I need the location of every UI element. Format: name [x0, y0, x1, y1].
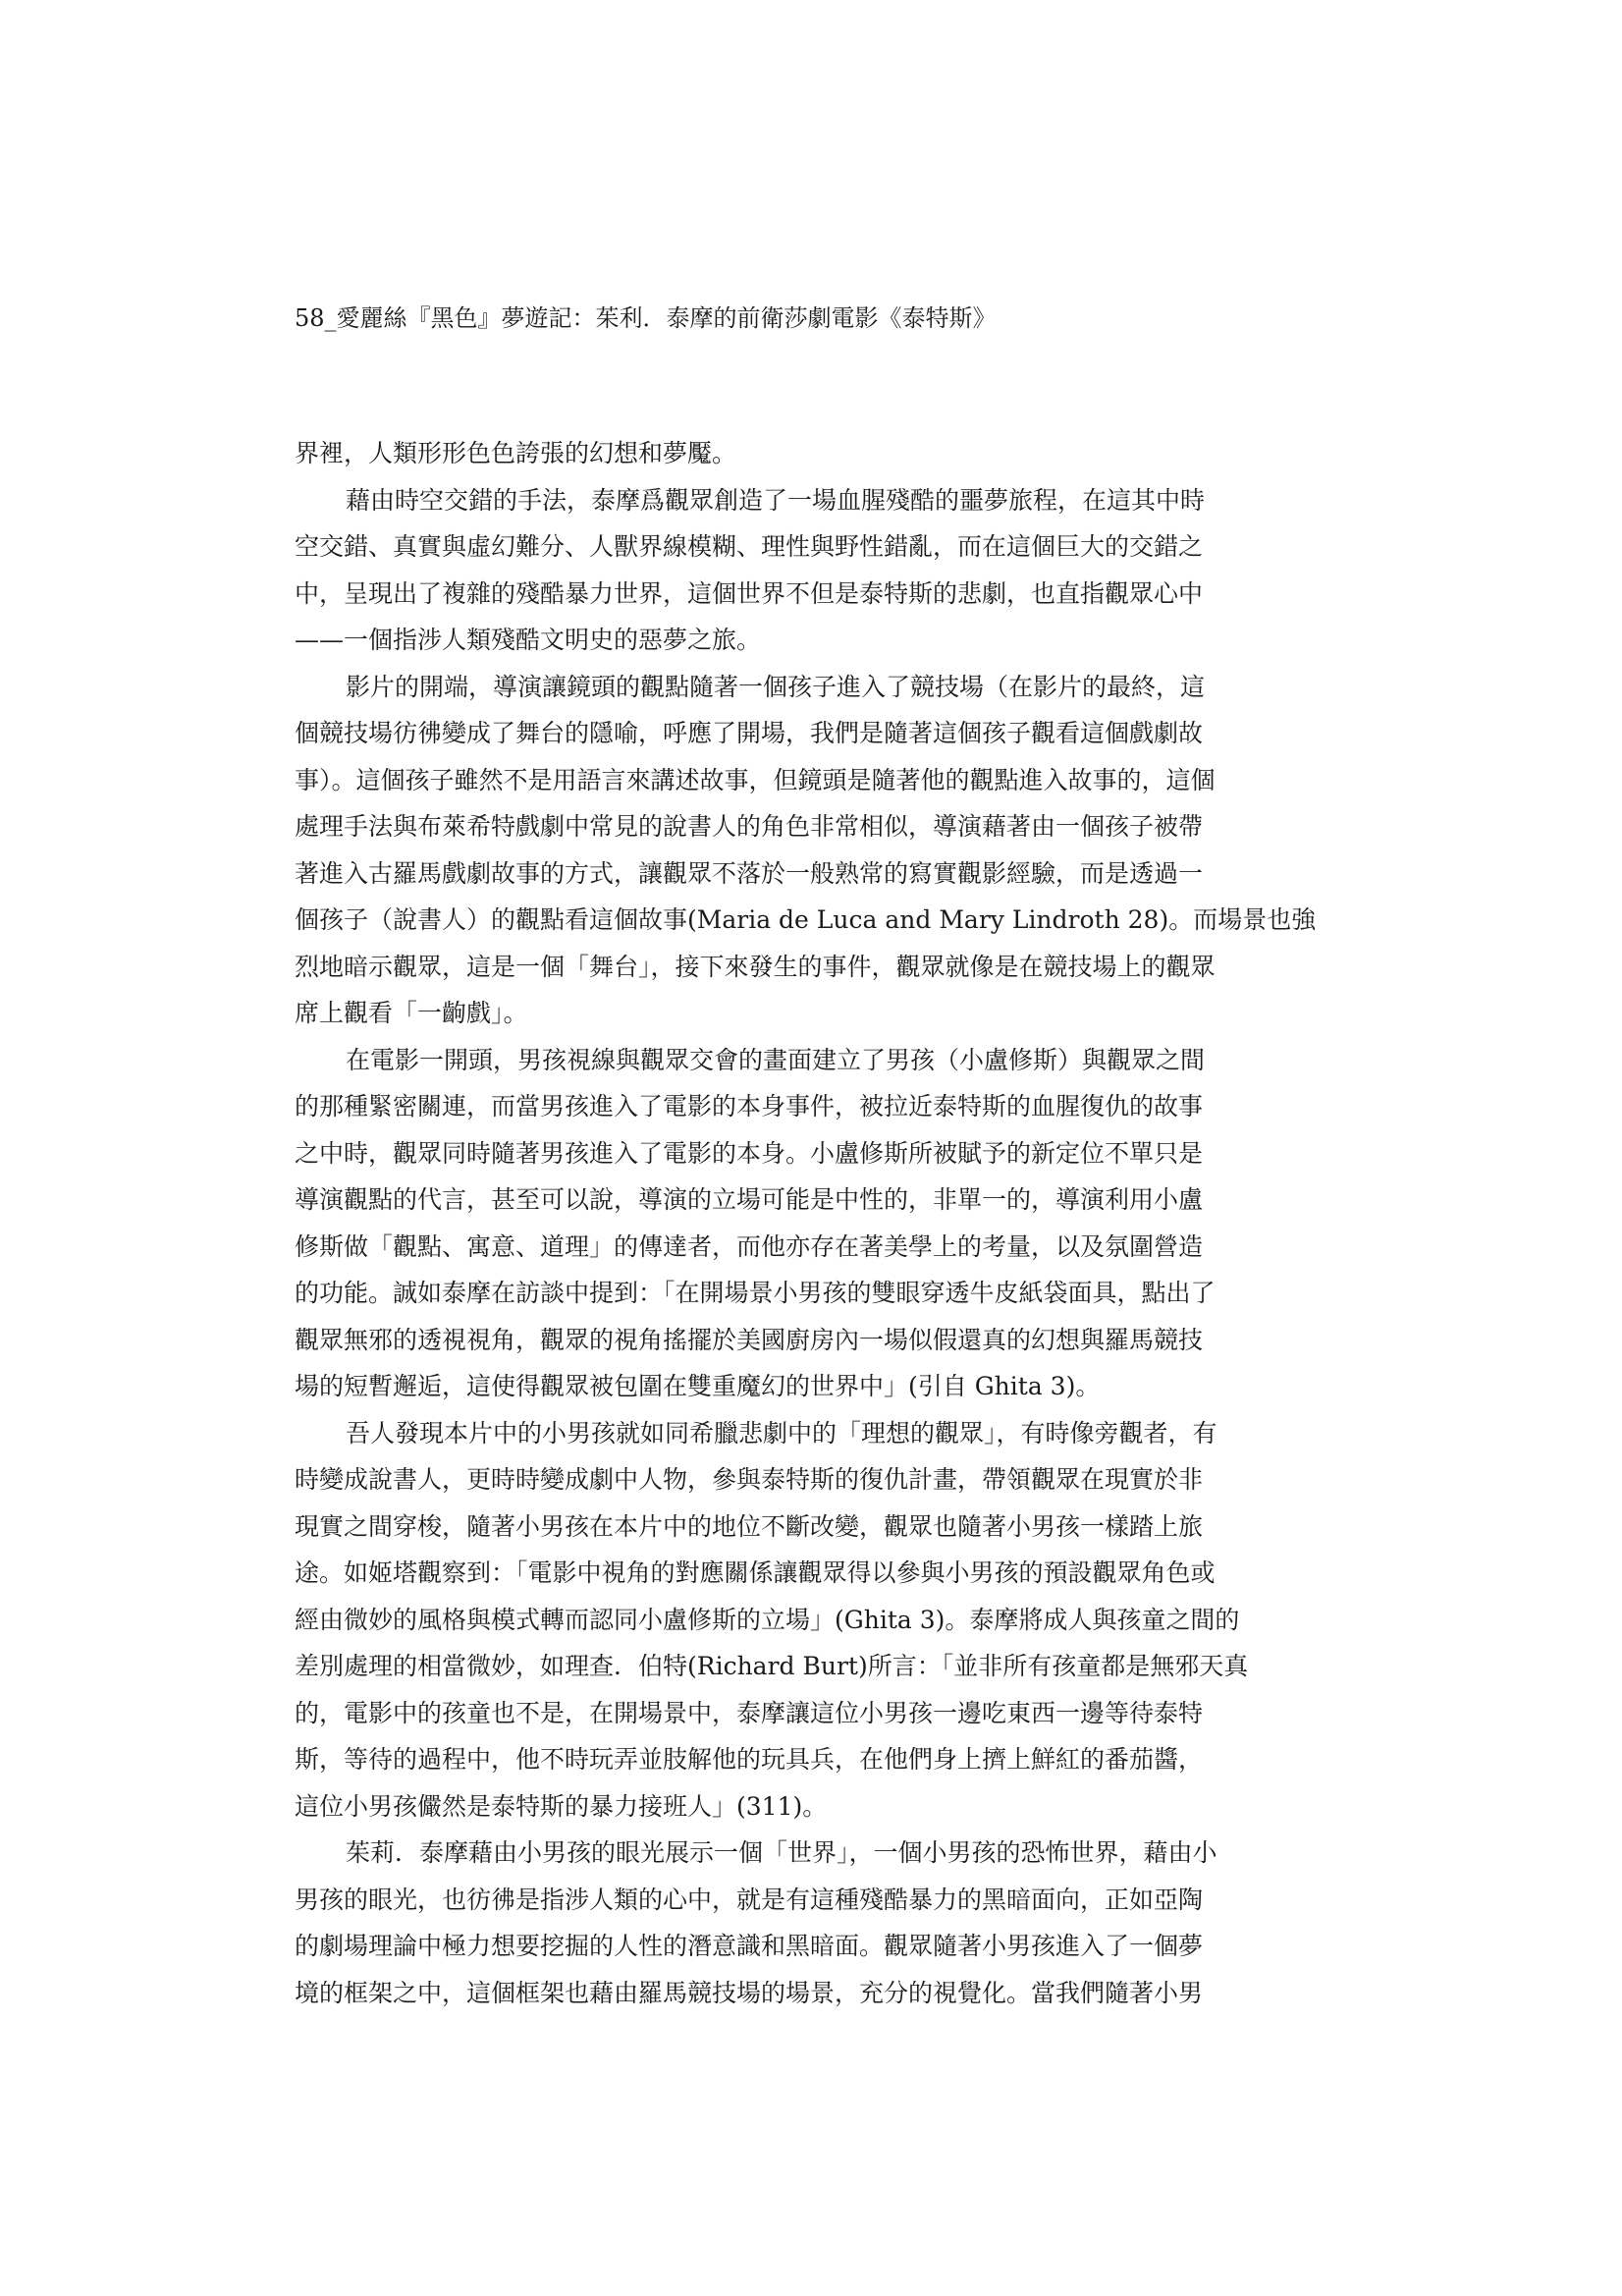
text-line: 修斯做「觀點、寓意、道理」的傳達者，而他亦存在著美學上的考量，以及氛圍營造: [295, 1231, 1204, 1261]
paragraph-first-line: 藉由時空交錯的手法，泰摩爲觀眾創造了一場血腥殘酷的噩夢旅程，在這其中時: [346, 485, 1206, 515]
text-line: 時變成說書人，更時時變成劇中人物，參與泰特斯的復仇計畫，帶領觀眾在現實於非: [295, 1465, 1204, 1494]
text-line: 現實之間穿梭，隨著小男孩在本片中的地位不斷改變，觀眾也隨著小男孩一樣踏上旅: [295, 1511, 1204, 1541]
running-header: 58_愛麗絲『黑色』夢遊記：茱利．泰摩的前衛莎劇電影《泰特斯》: [295, 304, 997, 332]
text-line: 經由微妙的風格與模式轉而認同小盧修斯的立場」(Ghita 3)。泰摩將成人與孩童之間的: [295, 1605, 1240, 1634]
text-line: 界裡，人類形形色色誇張的幻想和夢魘。: [295, 439, 737, 467]
text-line: 中，呈現出了複雜的殘酷暴力世界，這個世界不但是泰特斯的悲劇，也直指觀眾心中: [295, 578, 1204, 608]
text-line: 的，電影中的孩童也不是，在開場景中，泰摩讓這位小男孩一邊吃東西一邊等待泰特: [295, 1698, 1204, 1727]
paragraph-first-line: 影片的開端，導演讓鏡頭的觀點隨著一個孩子進入了競技場（在影片的最終，這: [346, 672, 1206, 701]
text-line: ——一個指涉人類殘酷文明史的惡夢之旅。: [295, 626, 762, 654]
text-line: 這位小男孩儼然是泰特斯的暴力接班人」(311)。: [295, 1791, 828, 1821]
text-line: 的功能。誠如泰摩在訪談中提到：「在開場景小男孩的雙眼穿透牛皮紙袋面具，點出了: [295, 1279, 1216, 1307]
text-line: 差別處理的相當微妙，如理查．伯特(Richard Burt)所言：「並非所有孩童都是無邪天真: [295, 1652, 1249, 1680]
text-line: 的那種緊密關連，而當男孩進入了電影的本身事件，被拉近泰特斯的血腥復仇的故事: [295, 1092, 1204, 1121]
text-line: 席上觀看「一齣戲」。: [295, 999, 528, 1027]
text-line: 處理手法與布萊希特戲劇中常見的說書人的角色非常相似，導演藉著由一個孩子被帶: [295, 812, 1204, 841]
text-line: 境的框架之中，這個框架也藉由羅馬競技場的場景，充分的視覺化。當我們隨著小男: [295, 1978, 1204, 2007]
text-line: 觀眾無邪的透視視角，觀眾的視角搖擺於美國廚房內一場似假還真的幻想與羅馬競技: [295, 1325, 1204, 1354]
text-line: 事）。這個孩子雖然不是用語言來講述故事，但鏡頭是隨著他的觀點進入故事的，這個: [295, 765, 1216, 794]
body-text: [295, 430, 1325, 2016]
text-line: 烈地暗示觀眾，這是一個「舞台」，接下來發生的事件，觀眾就像是在競技場上的觀眾: [295, 952, 1216, 981]
paragraph-first-line: 在電影一開頭，男孩視線與觀眾交會的畫面建立了男孩（小盧修斯）與觀眾之間: [346, 1045, 1206, 1074]
text-line: 場的短暫邂逅，這使得觀眾被包圍在雙重魔幻的世界中」(引自 Ghita 3)。: [295, 1372, 1101, 1400]
text-line: 著進入古羅馬戲劇故事的方式，讓觀眾不落於一般熟常的寫實觀影經驗，而是透過一: [295, 858, 1204, 888]
paragraph-first-line: 茱莉．泰摩藉由小男孩的眼光展示一個「世界」，一個小男孩的恐怖世界，藉由小: [346, 1838, 1217, 1867]
text-line: 的劇場理論中極力想要挖掘的人性的潛意識和黑暗面。觀眾隨著小男孩進入了一個夢: [295, 1932, 1204, 1960]
text-line: 途。如姬塔觀察到：「電影中視角的對應關係讓觀眾得以參與小男孩的預設觀眾角色或: [295, 1558, 1216, 1587]
text-line: 個競技場彷彿變成了舞台的隱喻，呼應了開場，我們是隨著這個孩子觀看這個戲劇故: [295, 719, 1204, 747]
text-line: 導演觀點的代言，甚至可以說，導演的立場可能是中性的，非單一的，導演利用小盧: [295, 1185, 1204, 1214]
paragraph-first-line: 吾人發現本片中的小男孩就如同希臘悲劇中的「理想的觀眾」，有時像旁觀者，有: [346, 1418, 1217, 1448]
text-line: 之中時，觀眾同時隨著男孩進入了電影的本身。小盧修斯所被賦予的新定位不單只是: [295, 1138, 1204, 1168]
text-line: 男孩的眼光，也彷彿是指涉人類的心中，就是有這種殘酷暴力的黑暗面向，正如亞陶: [295, 1885, 1204, 1914]
text-line: 個孩子（說書人）的觀點看這個故事(Maria de Luca and Mary Lindroth 28)。而場景也強: [295, 905, 1317, 934]
text-line: 斯，等待的過程中，他不時玩弄並肢解他的玩具兵，在他們身上擠上鮮紅的番茄醬，: [295, 1745, 1204, 1774]
text-line: 空交錯、真實與虛幻難分、人獸界線模糊、理性與野性錯亂，而在這個巨大的交錯之: [295, 532, 1204, 561]
